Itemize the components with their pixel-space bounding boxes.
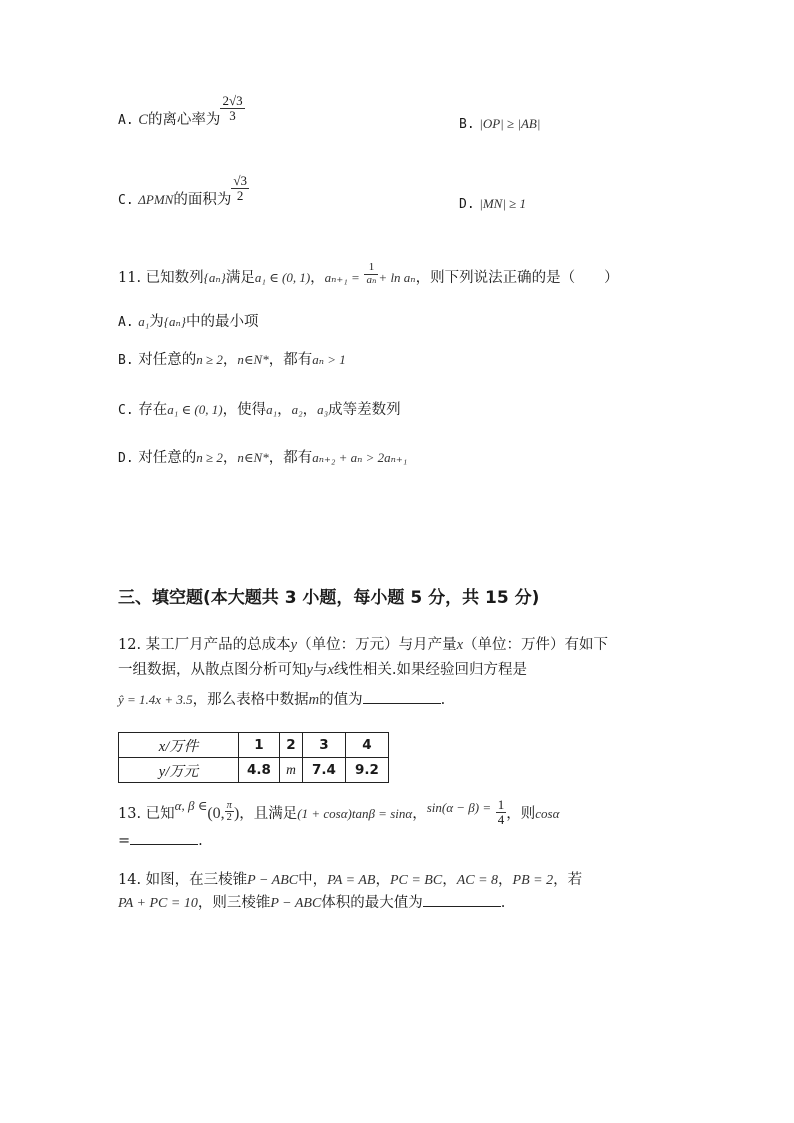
var-m: m [308, 692, 320, 708]
frac-num: 1 [364, 262, 378, 275]
frac-den: 2 [236, 187, 244, 203]
text: 13. 已知 [118, 806, 175, 823]
text: （单位：万件）有如下 [463, 637, 609, 653]
option-c-text: 的面积为 [173, 192, 232, 209]
table-row [119, 733, 389, 758]
table-cell: 4 [346, 733, 389, 758]
section-3-title: 三、填空题(本大题共 3 小题，每小题 5 分，共 15 分) [118, 588, 540, 608]
text: ，且满足 [239, 806, 298, 823]
var-x: x [327, 662, 334, 678]
option-label: D. [459, 197, 475, 212]
text: ，都有 [268, 352, 313, 368]
q10-option-b [459, 116, 540, 132]
math: (0, [207, 805, 225, 823]
separator: ， [310, 270, 325, 287]
q12-line-3 [118, 688, 445, 709]
q11-option-d [118, 446, 407, 467]
math: a₁ ∈ (0, 1) [167, 402, 223, 417]
condition-1: a₁ ∈ (0, 1) [254, 270, 311, 286]
var-y: y [290, 637, 298, 653]
equals: = [118, 833, 131, 849]
frac-den: aₙ [366, 273, 377, 286]
eccentricity-value [220, 94, 244, 122]
math: a₁ [266, 402, 278, 417]
text: 一组数据，从散点图分析可知 [118, 662, 307, 678]
math: cosα [535, 806, 560, 822]
option-b-math: |OP| ≥ |AB| [479, 116, 541, 131]
q10-option-c [118, 173, 249, 214]
math: ) [233, 805, 240, 823]
q12-data-table [118, 732, 389, 783]
text: 14. 如图，在三棱锥 [118, 872, 248, 888]
stem-text: 已知数列 [145, 270, 204, 287]
text: 体积的最大值为 [321, 895, 423, 911]
period: . [440, 692, 446, 708]
separator: ， [498, 872, 513, 888]
math: a₂ [291, 402, 303, 417]
q13-line-1 [118, 797, 560, 828]
option-label: B. [118, 353, 134, 368]
math: {aₙ} [163, 314, 186, 329]
math: n∈N* [237, 450, 269, 465]
area-value [231, 174, 249, 202]
stem-text: ，则下列说法正确的是（ ） [415, 270, 619, 287]
q12-line-1 [118, 633, 608, 654]
text: ，都有 [268, 450, 313, 466]
table-row [119, 758, 389, 783]
frac-num: √3 [233, 173, 247, 188]
answer-blank[interactable] [423, 905, 501, 907]
text: ，那么表格中数据 [192, 692, 309, 708]
text: 为 [149, 314, 164, 330]
table-header-x: x/万件 [119, 733, 239, 758]
text: 的值为 [319, 692, 363, 708]
math: α, β ∈ [174, 798, 208, 814]
condition-2-rhs: + ln aₙ [378, 270, 416, 286]
option-label: A. [118, 113, 134, 129]
text: ， [302, 402, 318, 418]
math: a₁ [138, 314, 150, 329]
table-header-y: y/万元 [119, 758, 239, 783]
math: n∈N* [237, 352, 269, 367]
q11-option-a [118, 310, 258, 331]
condition: PB = 2 [512, 873, 554, 888]
text: ，则三棱锥 [197, 895, 271, 911]
table-cell: 2 [280, 733, 303, 758]
text: 对任意的 [138, 352, 197, 368]
one-quarter [496, 798, 507, 826]
text: ， [277, 402, 292, 418]
tetrahedron: P − ABC [247, 873, 299, 888]
condition: PC = BC [389, 873, 443, 888]
regression-equation: ŷ = 1.4x + 3.5 [118, 692, 193, 707]
separator: ， [375, 872, 390, 888]
text: 对任意的 [138, 450, 197, 466]
text: ，则 [506, 806, 536, 823]
table-cell: 4.8 [239, 758, 280, 783]
period: . [500, 895, 506, 911]
q10-option-a [118, 93, 245, 134]
text: 存在 [138, 402, 168, 418]
q11-option-b [118, 348, 346, 369]
frac-num: π [226, 799, 232, 811]
math: aₙ > 1 [312, 352, 346, 367]
option-label: C. [118, 403, 134, 418]
table-cell: 1 [239, 733, 280, 758]
condition: AC = 8 [456, 873, 499, 888]
option-label: C. [118, 193, 134, 209]
math: n ≥ 2 [196, 352, 223, 367]
tetrahedron: P − ABC [270, 896, 322, 911]
q14-line-2 [118, 891, 505, 912]
frac-den: 4 [497, 811, 505, 827]
frac-num: 2√3 [222, 93, 243, 108]
q11-stem [118, 261, 619, 290]
text: 与 [312, 662, 328, 678]
sequence: {aₙ} [203, 270, 226, 286]
text: ，若 [553, 872, 583, 888]
text: 成等差数列 [328, 402, 401, 418]
q10-option-d [459, 196, 526, 212]
condition: PA + PC = 10 [118, 896, 198, 911]
frac-den: 3 [229, 107, 236, 123]
separator: ， [442, 872, 457, 888]
ellipse-c: C [138, 112, 148, 129]
frac-num: 1 [497, 797, 505, 812]
condition-2-fraction [364, 262, 378, 286]
text: 中， [298, 872, 328, 888]
answer-blank[interactable] [363, 702, 441, 704]
option-label: B. [459, 117, 475, 132]
text: ，使得 [222, 402, 267, 418]
math: aₙ₊₂ + aₙ > 2aₙ₊₁ [312, 450, 408, 465]
option-label: A. [118, 315, 134, 330]
table-cell: 3 [303, 733, 346, 758]
condition: PA = AB [327, 873, 376, 888]
option-label: D. [118, 451, 134, 466]
text: ， [222, 450, 238, 466]
math: a₃ [317, 402, 329, 417]
text: 线性相关.如果经验回归方程是 [333, 662, 527, 678]
table-cell: 9.2 [346, 758, 389, 783]
separator: ， [412, 806, 427, 823]
var-y: y [306, 662, 313, 678]
condition-2-lhs: aₙ₊₁ = [324, 270, 360, 286]
text: 中的最小项 [185, 314, 259, 330]
option-a-text: 的离心率为 [147, 112, 221, 129]
equation-1: (1 + cosα)tanβ = sinα [297, 806, 413, 822]
stem-text: 满足 [225, 270, 255, 287]
text: 12. 某工厂月产品的总成本 [118, 637, 291, 653]
text: （单位：万元）与月产量 [297, 637, 457, 653]
answer-blank[interactable] [130, 843, 198, 845]
q13-line-2 [118, 833, 203, 849]
text: ， [222, 352, 238, 368]
option-d-math: |MN| ≥ 1 [479, 196, 527, 211]
triangle-pmn: ΔPMN [138, 192, 174, 208]
pi-over-2 [225, 800, 234, 823]
frac-den: 2 [226, 811, 232, 823]
math: n ≥ 2 [196, 450, 223, 465]
q14-line-1 [118, 868, 582, 889]
table-cell: 7.4 [303, 758, 346, 783]
table-cell: m [280, 758, 303, 783]
question-number: 11. [118, 270, 142, 287]
period: . [198, 833, 203, 849]
q11-option-c [118, 398, 401, 419]
equation-2: sin(α − β) = [426, 800, 492, 816]
q12-line-2 [118, 658, 527, 679]
var-x: x [456, 637, 464, 653]
